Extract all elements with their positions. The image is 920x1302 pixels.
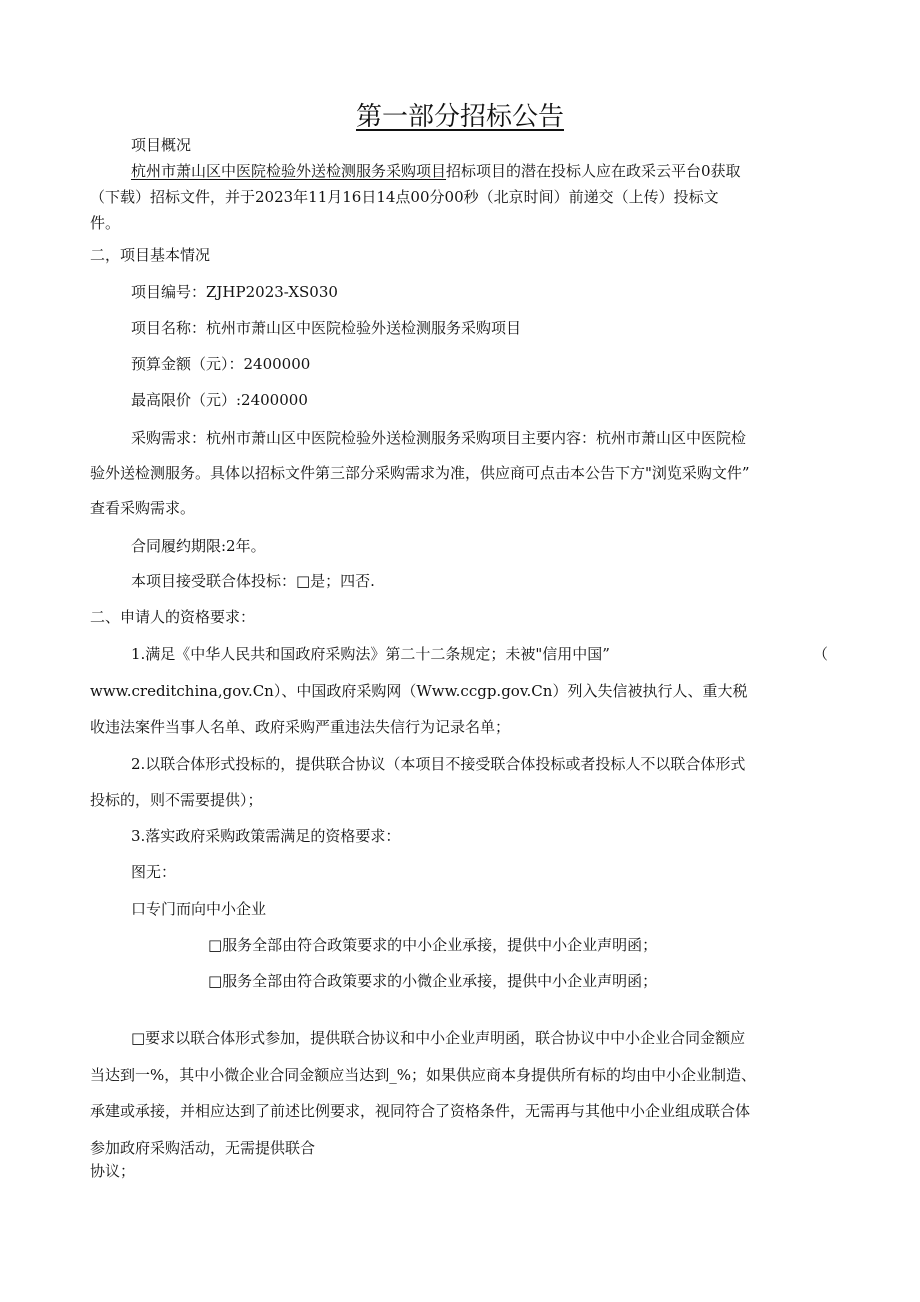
- qualification-1-line-1-bracket: （: [812, 645, 828, 663]
- sme-sub-option-2: □服务全部由符合政策要求的小微企业承接，提供中小企业声明函；: [208, 972, 658, 990]
- qualification-2-line-1: 2.以联合体形式投标的，提供联合协议（本项目不接受联合体投标或者投标人不以联合体形式: [131, 755, 746, 773]
- section-basic-heading: 二，项目基本情况: [90, 246, 211, 264]
- consortium-acceptance: 本项目接受联合体投标：□是；四否.: [131, 572, 375, 590]
- overview-heading: 项目概况: [131, 136, 192, 154]
- page-title: 第一部分招标公告: [355, 102, 564, 132]
- none-option: 图无：: [131, 863, 177, 881]
- project-name: 项目名称：杭州市萧山区中医院检验外送检测服务采购项目: [131, 319, 522, 337]
- requirement-line-5: 协议；: [90, 1162, 136, 1180]
- requirement-line-2: 当达到一%，其中小微企业合同金额应当达到_%；如果供应商本身提供所有标的均由中小企业制造、: [90, 1066, 757, 1084]
- overview-line-2: （下载）招标文件，并于2023年11月16日14点00分00秒（北京时间）前递交（上传）投标文: [90, 188, 719, 206]
- overview-line-3: 件。: [90, 214, 121, 232]
- qualification-1-line-1-text: 1.满足《中华人民共和国政府采购法》第二十二条规定；未被"信用中国”: [131, 645, 610, 663]
- project-number: 项目编号：ZJHP2023-XS030: [131, 283, 338, 301]
- contract-period: 合同履约期限:2年。: [131, 537, 266, 555]
- demand-line-2: 验外送检测服务。具体以招标文件第三部分采购需求为准，供应商可点击本公告下方"浏览采购文件”: [90, 464, 750, 482]
- overview-project-name: 杭州市萧山区中医院检验外送检测服务采购项目: [131, 162, 447, 180]
- requirement-line-3: 承建或承接，并相应达到了前述比例要求，视同符合了资格条件，无需再与其他中小企业组成联合体: [90, 1102, 751, 1120]
- overview-line-1-rest: 招标项目的潜在投标人应在政采云平台0获取: [446, 162, 741, 180]
- requirement-line-4: 参加政府采购活动，无需提供联合: [90, 1139, 316, 1157]
- qualification-3: 3.落实政府采购政策需满足的资格要求：: [131, 827, 401, 845]
- section-qualification-heading: 二、申请人的资格要求：: [90, 608, 256, 626]
- sme-sub-option-1: □服务全部由符合政策要求的中小企业承接，提供中小企业声明函；: [208, 936, 658, 954]
- requirement-line-1: □要求以联合体形式参加，提供联合协议和中小企业声明函，联合协议中中小企业合同金额应: [131, 1029, 746, 1047]
- budget-amount: 预算金额（元）：2400000: [131, 355, 311, 373]
- max-price: 最高限价（元）:2400000: [131, 391, 308, 409]
- qualification-2-line-2: 投标的，则不需要提供）；: [90, 791, 263, 809]
- qualification-1-line-3: 收违法案件当事人名单、政府采购严重违法失信行为记录名单；: [90, 718, 511, 736]
- qualification-1-line-2: www.creditchina,gov.Cn）、中国政府采购网（Www.ccgp.gov.Cn）列入失信被执行人、重大税: [90, 682, 748, 700]
- demand-line-1: 采购需求：杭州市萧山区中医院检验外送检测服务采购项目主要内容：杭州市萧山区中医院检: [131, 429, 747, 447]
- overview-line-1: [131, 160, 741, 182]
- sme-option: 口专门而向中小企业: [131, 900, 267, 918]
- demand-line-3: 查看采购需求。: [90, 499, 196, 517]
- qualification-1-line-1: [131, 643, 828, 665]
